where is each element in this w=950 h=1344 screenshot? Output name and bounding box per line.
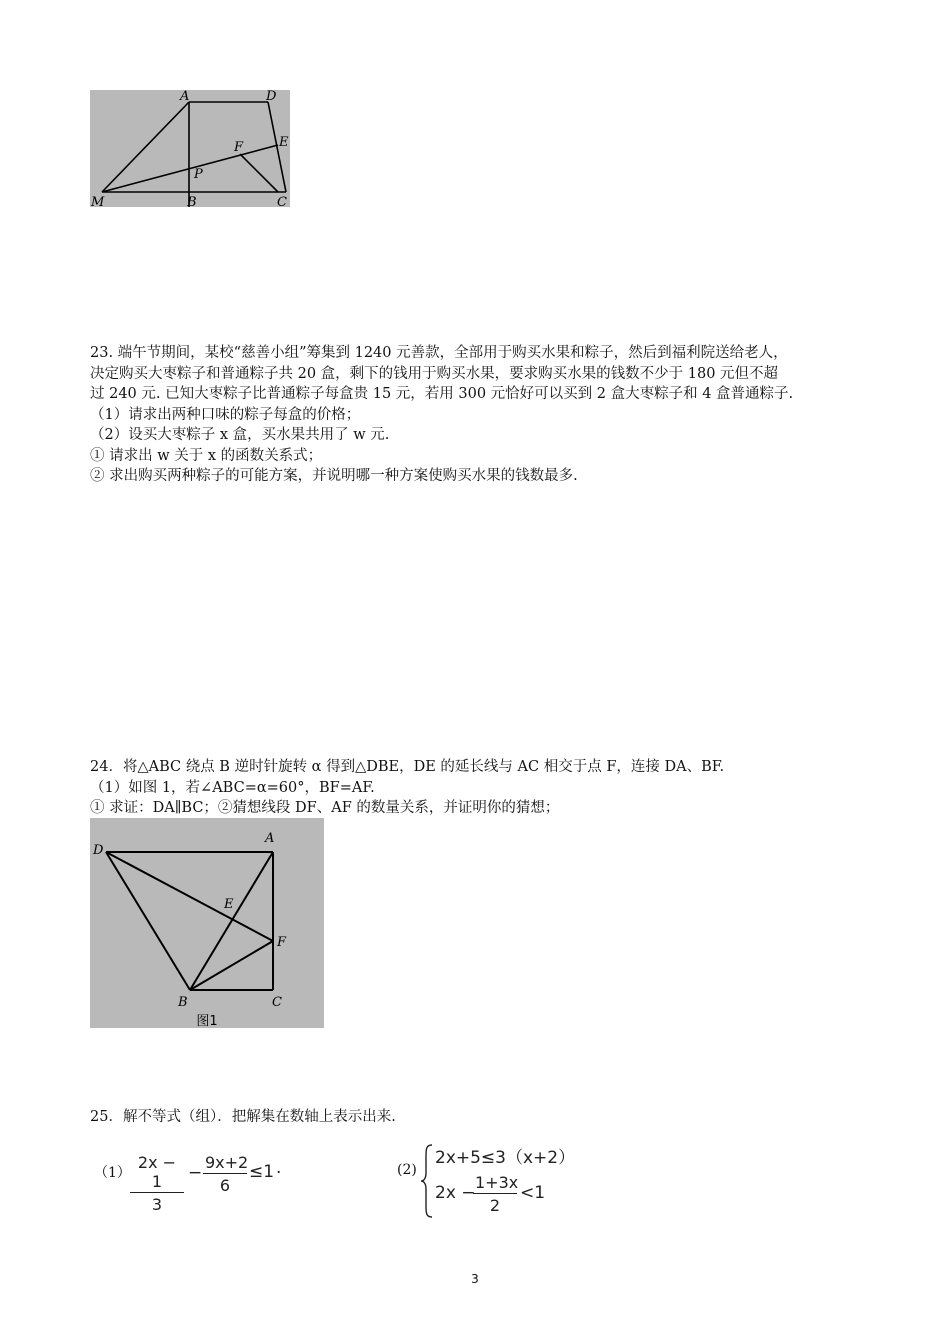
segment-ME <box>102 145 278 192</box>
q23-sub-2: ② 求出购买两种粽子的可能方案，并说明哪一种方案使购买水果的钱数最多. <box>90 468 578 484</box>
system-fraction-numerator: 1+3x <box>475 1173 519 1192</box>
label-C: C <box>272 995 282 1010</box>
system-fraction <box>473 1173 517 1215</box>
fraction-2-denominator: 6 <box>219 1176 231 1195</box>
label-M: M <box>91 195 105 207</box>
segment-FC <box>240 154 278 192</box>
q23-sub-1: ① 请求出 w 关于 x 的函数关系式； <box>90 448 323 464</box>
page-number: 3 <box>471 1272 479 1286</box>
fraction-2 <box>203 1153 247 1195</box>
segment-BF <box>190 941 273 990</box>
fraction-2-numerator: 9x+2 <box>205 1153 249 1172</box>
q23-part-2: （2）设买大枣粽子 x 盒，买水果共用了 w 元. <box>90 427 390 443</box>
segment-DB <box>106 852 190 990</box>
q23-line-2: 决定购买大枣粽子和普通粽子共 20 盒，剩下的钱用于购买水果，要求购买水果的钱数不少于 180 元但不超 <box>90 366 779 382</box>
fraction-1-denominator: 3 <box>151 1195 163 1214</box>
label-C: C <box>277 195 287 207</box>
system-row-1: 2x+5≤3（x+2） <box>435 1148 576 1168</box>
system-fraction-denominator: 2 <box>489 1196 501 1215</box>
segment-MA <box>102 102 189 192</box>
label-F: F <box>277 935 287 950</box>
label-E: E <box>279 135 289 150</box>
system-row-2-relation: <1 <box>520 1183 546 1203</box>
label-B: B <box>187 195 197 207</box>
fraction-1-numerator: 2x − 1 <box>130 1153 184 1193</box>
label-F: F <box>234 140 244 155</box>
geometry-figure-trapezoid <box>90 90 290 207</box>
q24-part-1: （1）如图 1，若∠ABC=α=60°，BF=AF. <box>90 780 375 796</box>
q25-title: 25．解不等式（组）．把解集在数轴上表示出来. <box>90 1109 396 1125</box>
minus-sign: − <box>188 1163 203 1183</box>
fraction-1 <box>130 1153 184 1214</box>
q24-line-1: 24．将△ABC 绕点 B 逆时针旋转 α 得到△DBE，DE 的延长线与 AC 相交于点 F，连接 DA、BF. <box>90 759 725 775</box>
q23-line-3: 过 240 元. 已知大枣粽子比普通粽子每盒贵 15 元，若用 300 元恰好可以买到 2 盒大枣粽子和 4 盒普通粽子. <box>90 386 794 402</box>
q24-sub-1: ① 求证：DA∥BC；②猜想线段 DF、AF 的数量关系，并证明你的猜想； <box>90 800 560 816</box>
figure-caption: 图1 <box>196 1014 218 1028</box>
label-E: E <box>224 897 234 912</box>
label-D: D <box>93 843 104 858</box>
inequality-1-end: . <box>276 1158 282 1178</box>
label-A: A <box>265 831 275 846</box>
q23-line-1: 23. 端午节期间，某校“慈善小组”筹集到 1240 元善款，全部用于购买水果和粽子，然后到福利院送给老人， <box>90 345 788 361</box>
q23-part-1: （1）请求出两种口味的粽子每盒的价格； <box>90 407 361 423</box>
segment-BA <box>190 852 273 990</box>
label-B: B <box>178 995 188 1010</box>
label-A: A <box>180 90 190 104</box>
label-P: P <box>194 167 203 182</box>
segment-DF <box>106 852 273 941</box>
inequality-1-relation: ≤1 <box>249 1162 275 1182</box>
system-label: (2) <box>397 1162 417 1178</box>
system-brace <box>420 1143 434 1219</box>
geometry-figure-1 <box>90 818 324 1028</box>
inequality-1-label: （1） <box>94 1165 131 1181</box>
label-D: D <box>266 90 277 104</box>
system-row-2-left: 2x − <box>435 1183 476 1203</box>
